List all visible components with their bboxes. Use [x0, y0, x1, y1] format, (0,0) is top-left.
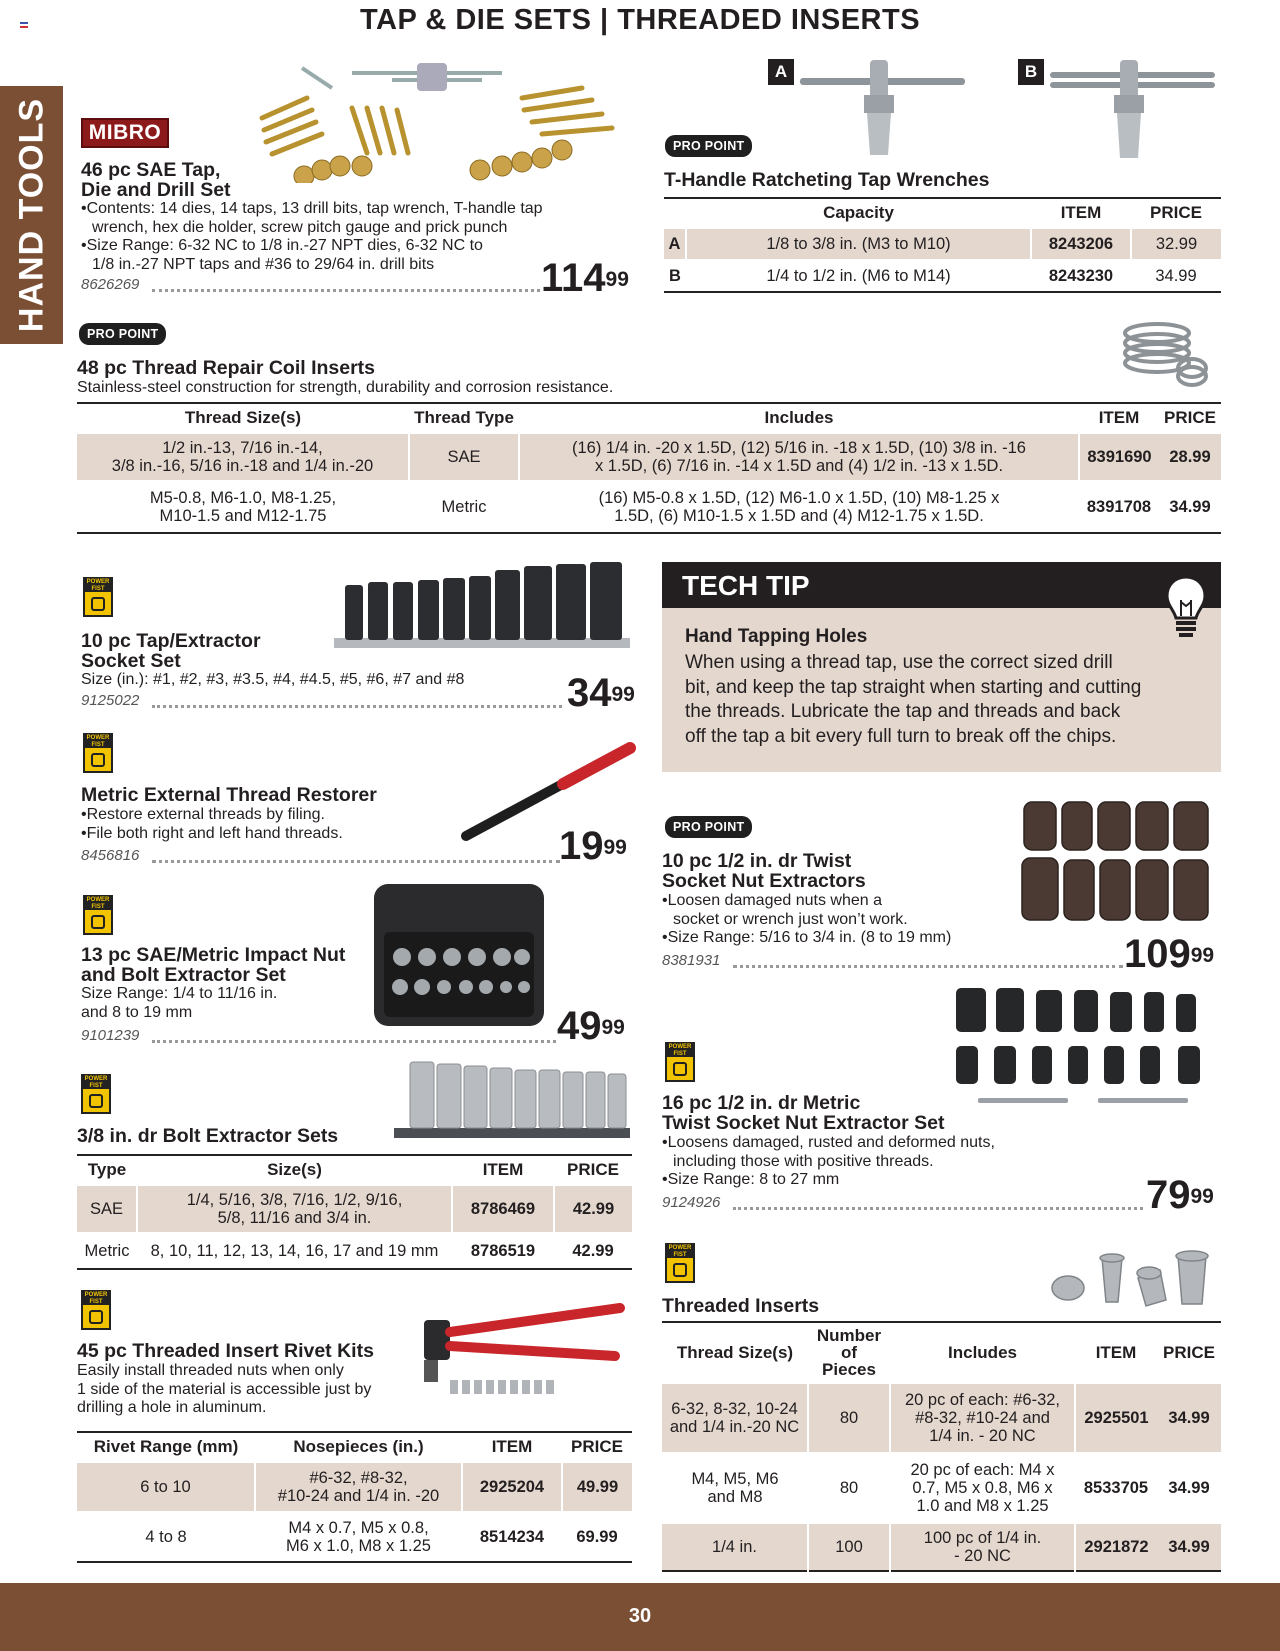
coil-inserts-title: 48 pc Thread Repair Coil Inserts: [77, 357, 376, 379]
coil-inserts-image: [1112, 318, 1212, 388]
cell-line: M4 x 0.7, M5 x 0.8,: [288, 1519, 429, 1537]
cell: 2925501: [1075, 1383, 1157, 1453]
tech-tip-header: [662, 562, 1221, 608]
price-dollars: 114: [541, 256, 606, 300]
cell: 80: [808, 1453, 890, 1523]
cell-line: #10-24 and 1/4 in. -20: [277, 1487, 440, 1505]
thread-restorer-title: Metric External Thread Restorer: [81, 784, 377, 806]
tap-die-set-title: [81, 160, 231, 200]
sku: 9101239: [81, 1027, 140, 1044]
cell: 8391690: [1079, 433, 1159, 481]
table-row: [662, 1383, 1221, 1453]
power-fist-logo: [83, 895, 113, 935]
twist-socket-title: [662, 851, 866, 891]
section-tab: [0, 86, 63, 344]
desc-line: and 8 to 19 mm: [81, 1003, 193, 1021]
tap-extractor-image: [330, 560, 635, 652]
cell: [890, 1453, 1075, 1523]
cell-line: (16) M5-0.8 x 1.5D, (12) M6-1.0 x 1.5D, (10) M8-1.25 x: [598, 489, 1000, 507]
cell: 1/4 in.: [662, 1523, 808, 1571]
desc-line: Easily install threaded nuts when only: [77, 1362, 344, 1379]
cell-line: and 1/4 in.-20 NC: [669, 1418, 800, 1436]
rivet-kits-table: [77, 1431, 632, 1563]
bullet-line: •Loosens damaged, rusted and deformed nuts,: [662, 1134, 995, 1151]
col-price: PRICE: [571, 1437, 623, 1456]
cell-line: 20 pc of each: #6-32,: [904, 1391, 1061, 1409]
col-item: ITEM: [491, 1437, 533, 1456]
power-fist-logo: [665, 1243, 695, 1283]
price: [541, 258, 629, 298]
cell-line: and M8: [707, 1488, 763, 1506]
tip-line: the threads. Lubricate the tap and threads and back: [685, 701, 1121, 722]
price-dollars: 34: [567, 671, 612, 715]
header-line: Number of: [816, 1326, 882, 1362]
tap-wrenches-title: T-Handle Ratcheting Tap Wrenches: [664, 169, 990, 191]
col-blank: [664, 198, 686, 228]
tip-line: When using a thread tap, use the correct sized drill: [685, 652, 1113, 673]
cell: [519, 481, 1079, 533]
cell: 8243206: [1031, 228, 1131, 260]
price: [1146, 1175, 1214, 1215]
col-price: PRICE: [1150, 203, 1202, 222]
fist-icon: [673, 1263, 687, 1277]
tap-extractor-title: [81, 631, 261, 671]
fist-icon: [91, 753, 105, 767]
cell: 42.99: [554, 1185, 632, 1233]
power-fist-text: POWER FIST: [668, 1245, 692, 1258]
cell: 49.99: [562, 1462, 632, 1512]
power-fist-text: POWER FIST: [86, 735, 110, 748]
tip-line: bit, and keep the tap straight when starting and cutting: [685, 676, 1142, 698]
price-cents: 99: [1190, 944, 1215, 967]
impact-extractor-case-image: [372, 882, 547, 1030]
bullet-line: socket or wrench just won’t work.: [673, 910, 908, 928]
price-dollars: 19: [559, 824, 604, 868]
power-fist-logo: [83, 733, 113, 773]
cell: 34.99: [1131, 260, 1221, 292]
cell: [77, 433, 409, 481]
coil-inserts-table: [77, 402, 1221, 534]
fist-icon: [89, 1310, 103, 1324]
table-row: [662, 1453, 1221, 1523]
table-row: [664, 228, 1221, 260]
price-cents: 99: [605, 268, 629, 291]
thread-restorer-description: [81, 806, 343, 843]
bullet-line: including those with positive threads.: [673, 1152, 934, 1170]
col-price: PRICE: [1164, 408, 1216, 427]
col-item: ITEM: [1060, 203, 1102, 222]
cell: 69.99: [562, 1512, 632, 1562]
col-item: ITEM: [482, 1160, 524, 1179]
col-item: ITEM: [1095, 1342, 1137, 1362]
cell: 80: [808, 1383, 890, 1453]
cell: 2921872: [1075, 1523, 1157, 1571]
cell-line: M5-0.8, M6-1.0, M8-1.25,: [149, 489, 337, 507]
tap-wrench-b-image: [1050, 60, 1215, 160]
price: [557, 1006, 625, 1046]
cell-line: - 20 NC: [954, 1547, 1011, 1565]
tap-die-set-image: [252, 58, 632, 183]
bullet-line: •Size Range: 5/16 to 3/4 in. (8 to 19 mm): [662, 929, 952, 946]
power-fist-text: POWER FIST: [668, 1044, 692, 1057]
col-range: Rivet Range (mm): [93, 1437, 239, 1456]
cell: SAE: [77, 1185, 137, 1233]
table-row: [77, 1512, 632, 1562]
price-cents: 99: [601, 1016, 625, 1039]
pro-point-logo: PRO POINT: [665, 135, 752, 157]
tech-tip-subtitle: Hand Tapping Holes: [685, 626, 868, 647]
bullet-line: •Loosen damaged nuts when a: [662, 892, 882, 909]
cell: 34.99: [1157, 1523, 1221, 1571]
tap-wrenches-table: [664, 197, 1221, 293]
col-price: PRICE: [567, 1160, 619, 1179]
power-fist-logo: [81, 1074, 111, 1114]
price-dollars: 109: [1124, 932, 1191, 976]
dot-leader: [733, 965, 1123, 968]
cell-line: 1.5D, (6) M10-1.5 x 1.5D and (4) M12-1.75 x 1.5D.: [614, 507, 984, 525]
cell: 8514234: [462, 1512, 562, 1562]
lightbulb-icon: [1164, 574, 1208, 640]
price-dollars: 79: [1146, 1173, 1191, 1217]
price-cents: 99: [1190, 1185, 1214, 1208]
section-tab-label: HAND TOOLS: [12, 97, 50, 333]
cell: B: [664, 260, 686, 292]
cell-line: 1.0 and M8 x 1.25: [916, 1497, 1049, 1515]
mibro-logo: MIBRO: [81, 118, 169, 148]
twist-socket-image: [1018, 798, 1213, 926]
metric-twist-description: [662, 1134, 1062, 1190]
col-size: Thread Size(s): [676, 1342, 794, 1362]
cell: 8786519: [452, 1233, 554, 1269]
label-b: B: [1018, 59, 1044, 85]
sku: 8381931: [662, 952, 721, 969]
table-row: [662, 1523, 1221, 1571]
pro-point-logo: PRO POINT: [79, 323, 166, 345]
table-row: [77, 481, 1221, 533]
cell: Metric: [409, 481, 519, 533]
bolt-extractor-image: [392, 1060, 632, 1142]
bullet-line: wrench, hex die holder, screw pitch gauge and prick punch: [92, 218, 508, 236]
title-line: Socket Set: [81, 650, 181, 672]
power-fist-logo: [81, 1290, 111, 1330]
table-row: [77, 1233, 632, 1269]
cell: 6 to 10: [77, 1462, 255, 1512]
cell: Metric: [77, 1233, 137, 1269]
tap-extractor-description: Size (in.): #1, #2, #3, #3.5, #4, #4.5, #5, #6, #7 and #8: [81, 671, 465, 688]
cell-line: #8-32, #10-24 and: [915, 1409, 1050, 1427]
fist-icon: [89, 1094, 103, 1108]
cell-line: M10-1.5 and M12-1.75: [159, 507, 327, 525]
cell: 8243230: [1031, 260, 1131, 292]
title-line: 10 pc 1/2 in. dr Twist: [662, 850, 852, 872]
sku: 9125022: [81, 692, 140, 709]
fist-icon: [91, 597, 105, 611]
cell-line: 5/8, 11/16 and 3/4 in.: [217, 1209, 372, 1227]
cell: 2925204: [462, 1462, 562, 1512]
col-price: PRICE: [1163, 1342, 1215, 1362]
cell-line: 1/4 in. - 20 NC: [929, 1427, 1036, 1445]
cell-line: 100 pc of 1/4 in.: [923, 1529, 1042, 1547]
cell-line: 1/2 in.-13, 7/16 in.-14,: [162, 439, 323, 457]
cell: SAE: [409, 433, 519, 481]
power-fist-text: POWER FIST: [84, 1076, 108, 1089]
power-fist-text: POWER FIST: [84, 1292, 108, 1305]
cell: [890, 1523, 1075, 1571]
col-size: Thread Size(s): [184, 408, 302, 427]
bolt-extractor-title: 3/8 in. dr Bolt Extractor Sets: [77, 1125, 339, 1147]
cell-line: 0.7, M5 x 0.8, M6 x: [912, 1479, 1053, 1497]
col-type: Thread Type: [414, 408, 514, 427]
threaded-inserts-image: [1050, 1248, 1215, 1308]
tech-tip-text: [685, 651, 1205, 749]
title-line: Die and Drill Set: [81, 179, 231, 201]
cell-line: M6 x 1.0, M8 x 1.25: [286, 1537, 431, 1555]
price-dollars: 49: [557, 1004, 602, 1048]
cell: 28.99: [1159, 433, 1221, 481]
cell: A: [664, 228, 686, 260]
rivet-kits-description: [77, 1362, 371, 1418]
bullet-line: •Contents: 14 dies, 14 taps, 13 drill bits, tap wrench, T-handle tap: [81, 200, 543, 217]
page-number: 30: [628, 1605, 652, 1627]
bullet-line: •Size Range: 6-32 NC to 1/8 in.-27 NPT dies, 6-32 NC to: [81, 237, 483, 254]
price: [567, 673, 635, 713]
dot-leader: [152, 1040, 556, 1043]
cell: [255, 1512, 462, 1562]
cell: 1/8 to 3/8 in. (M3 to M10): [686, 228, 1031, 260]
col-includes: Includes: [764, 408, 834, 427]
col-pieces: [808, 1322, 890, 1383]
price-cents: 99: [611, 683, 635, 706]
col-nosepieces: Nosepieces (in.): [293, 1437, 424, 1456]
dot-leader: [152, 860, 560, 863]
fist-icon: [673, 1062, 687, 1076]
threaded-inserts-table: [662, 1321, 1221, 1572]
bullet-line: •File both right and left hand threads.: [81, 824, 343, 842]
dot-leader: [152, 705, 562, 708]
cell: 100: [808, 1523, 890, 1571]
table-row: [77, 1462, 632, 1512]
desc-line: drilling a hole in aluminum.: [77, 1399, 267, 1416]
cell-line: #6-32, #8-32,: [309, 1469, 408, 1487]
power-fist-text: POWER FIST: [86, 579, 110, 592]
threaded-inserts-title: Threaded Inserts: [662, 1295, 820, 1317]
header-line: Pieces: [822, 1360, 876, 1379]
cell-line: 6-32, 8-32, 10-24: [671, 1400, 798, 1418]
cell: 42.99: [554, 1233, 632, 1269]
sku: 9124926: [662, 1194, 721, 1211]
cell-line: 1/4, 5/16, 3/8, 7/16, 1/2, 9/16,: [186, 1191, 403, 1209]
price-cents: 99: [603, 836, 627, 859]
cell: [662, 1453, 808, 1523]
twist-socket-description: [662, 892, 1022, 948]
cell-line: M4, M5, M6: [691, 1470, 779, 1488]
rivet-kit-image: [420, 1300, 630, 1405]
desc-line: Size Range: 1/4 to 11/16 in.: [81, 985, 278, 1002]
cell: 8786469: [452, 1185, 554, 1233]
table-row: [77, 1185, 632, 1233]
power-fist-text: POWER FIST: [86, 897, 110, 910]
cell: [519, 433, 1079, 481]
desc-line: 1 side of the material is accessible just by: [77, 1380, 372, 1398]
tip-line: off the tap a bit every full turn to break off the chips.: [685, 725, 1117, 747]
cell: 1/4 to 1/2 in. (M6 to M14): [686, 260, 1031, 292]
bullet-line: •Size Range: 8 to 27 mm: [662, 1171, 840, 1188]
tap-wrench-a-image: [800, 60, 965, 160]
cell: 4 to 8: [77, 1512, 255, 1562]
label-a: A: [768, 59, 794, 85]
page-footer: [0, 1583, 1280, 1651]
impact-extractor-description: [81, 985, 277, 1022]
cell: [662, 1383, 808, 1453]
cell: [77, 481, 409, 533]
cell-line: 20 pc of each: M4 x: [910, 1461, 1055, 1479]
cell: 34.99: [1159, 481, 1221, 533]
cell-line: 3/8 in.-16, 5/16 in.-18 and 1/4 in.-20: [111, 457, 374, 475]
col-includes: Includes: [948, 1342, 1017, 1362]
cell-line: (16) 1/4 in. -20 x 1.5D, (12) 5/16 in. -18 x 1.5D, (10) 3/8 in. -16: [572, 439, 1026, 457]
col-type: Type: [87, 1160, 127, 1179]
pro-point-logo: PRO POINT: [665, 816, 752, 838]
col-item: ITEM: [1098, 408, 1140, 427]
dot-leader: [733, 1207, 1143, 1210]
cell: [890, 1383, 1075, 1453]
col-capacity: Capacity: [823, 203, 894, 222]
price: [559, 826, 627, 866]
fist-icon: [91, 915, 105, 929]
title-line: 13 pc SAE/Metric Impact Nut: [81, 944, 346, 966]
tap-die-set-description: [81, 200, 621, 274]
title-line: 46 pc SAE Tap,: [81, 159, 221, 181]
metric-twist-title: [662, 1093, 944, 1133]
page-title: TAP & DIE SETS | THREADED INSERTS: [359, 4, 921, 36]
sku: 8456816: [81, 847, 140, 864]
bullet-line: 1/8 in.-27 NPT taps and #36 to 29/64 in. drill bits: [92, 255, 435, 273]
price: [1124, 934, 1214, 974]
title-line: and Bolt Extractor Set: [81, 964, 286, 986]
tech-tip-heading: TECH TIP: [682, 570, 810, 601]
power-fist-logo: [665, 1042, 695, 1082]
title-line: 10 pc Tap/Extractor: [81, 630, 261, 652]
title-line: Twist Socket Nut Extractor Set: [662, 1112, 945, 1134]
cell: 8391708: [1079, 481, 1159, 533]
cell: 32.99: [1131, 228, 1221, 260]
power-fist-logo: [83, 577, 113, 617]
metric-twist-image: [948, 986, 1220, 1116]
table-row: [77, 433, 1221, 481]
cell-line: x 1.5D, (6) 7/16 in. -14 x 1.5D and (4) 1/2 in. -13 x 1.5D.: [594, 457, 1004, 475]
cell: 34.99: [1157, 1453, 1221, 1523]
cell: [137, 1185, 452, 1233]
bullet-line: •Restore external threads by filing.: [81, 806, 325, 823]
col-sizes: Size(s): [267, 1160, 322, 1179]
sku: 8626269: [81, 276, 140, 293]
coil-inserts-description: Stainless-steel construction for strength, durability and corrosion resistance.: [77, 379, 614, 396]
table-row: [664, 260, 1221, 292]
title-line: Socket Nut Extractors: [662, 870, 866, 892]
title-line: 16 pc 1/2 in. dr Metric: [662, 1092, 861, 1114]
cell: 8533705: [1075, 1453, 1157, 1523]
impact-extractor-title: [81, 945, 345, 985]
rivet-kits-title: 45 pc Threaded Insert Rivet Kits: [77, 1340, 374, 1362]
cell: [255, 1462, 462, 1512]
cell: 8, 10, 11, 12, 13, 14, 16, 17 and 19 mm: [137, 1233, 452, 1269]
cell: 34.99: [1157, 1383, 1221, 1453]
bolt-extractor-table: [77, 1154, 632, 1270]
dot-leader: [152, 289, 540, 292]
